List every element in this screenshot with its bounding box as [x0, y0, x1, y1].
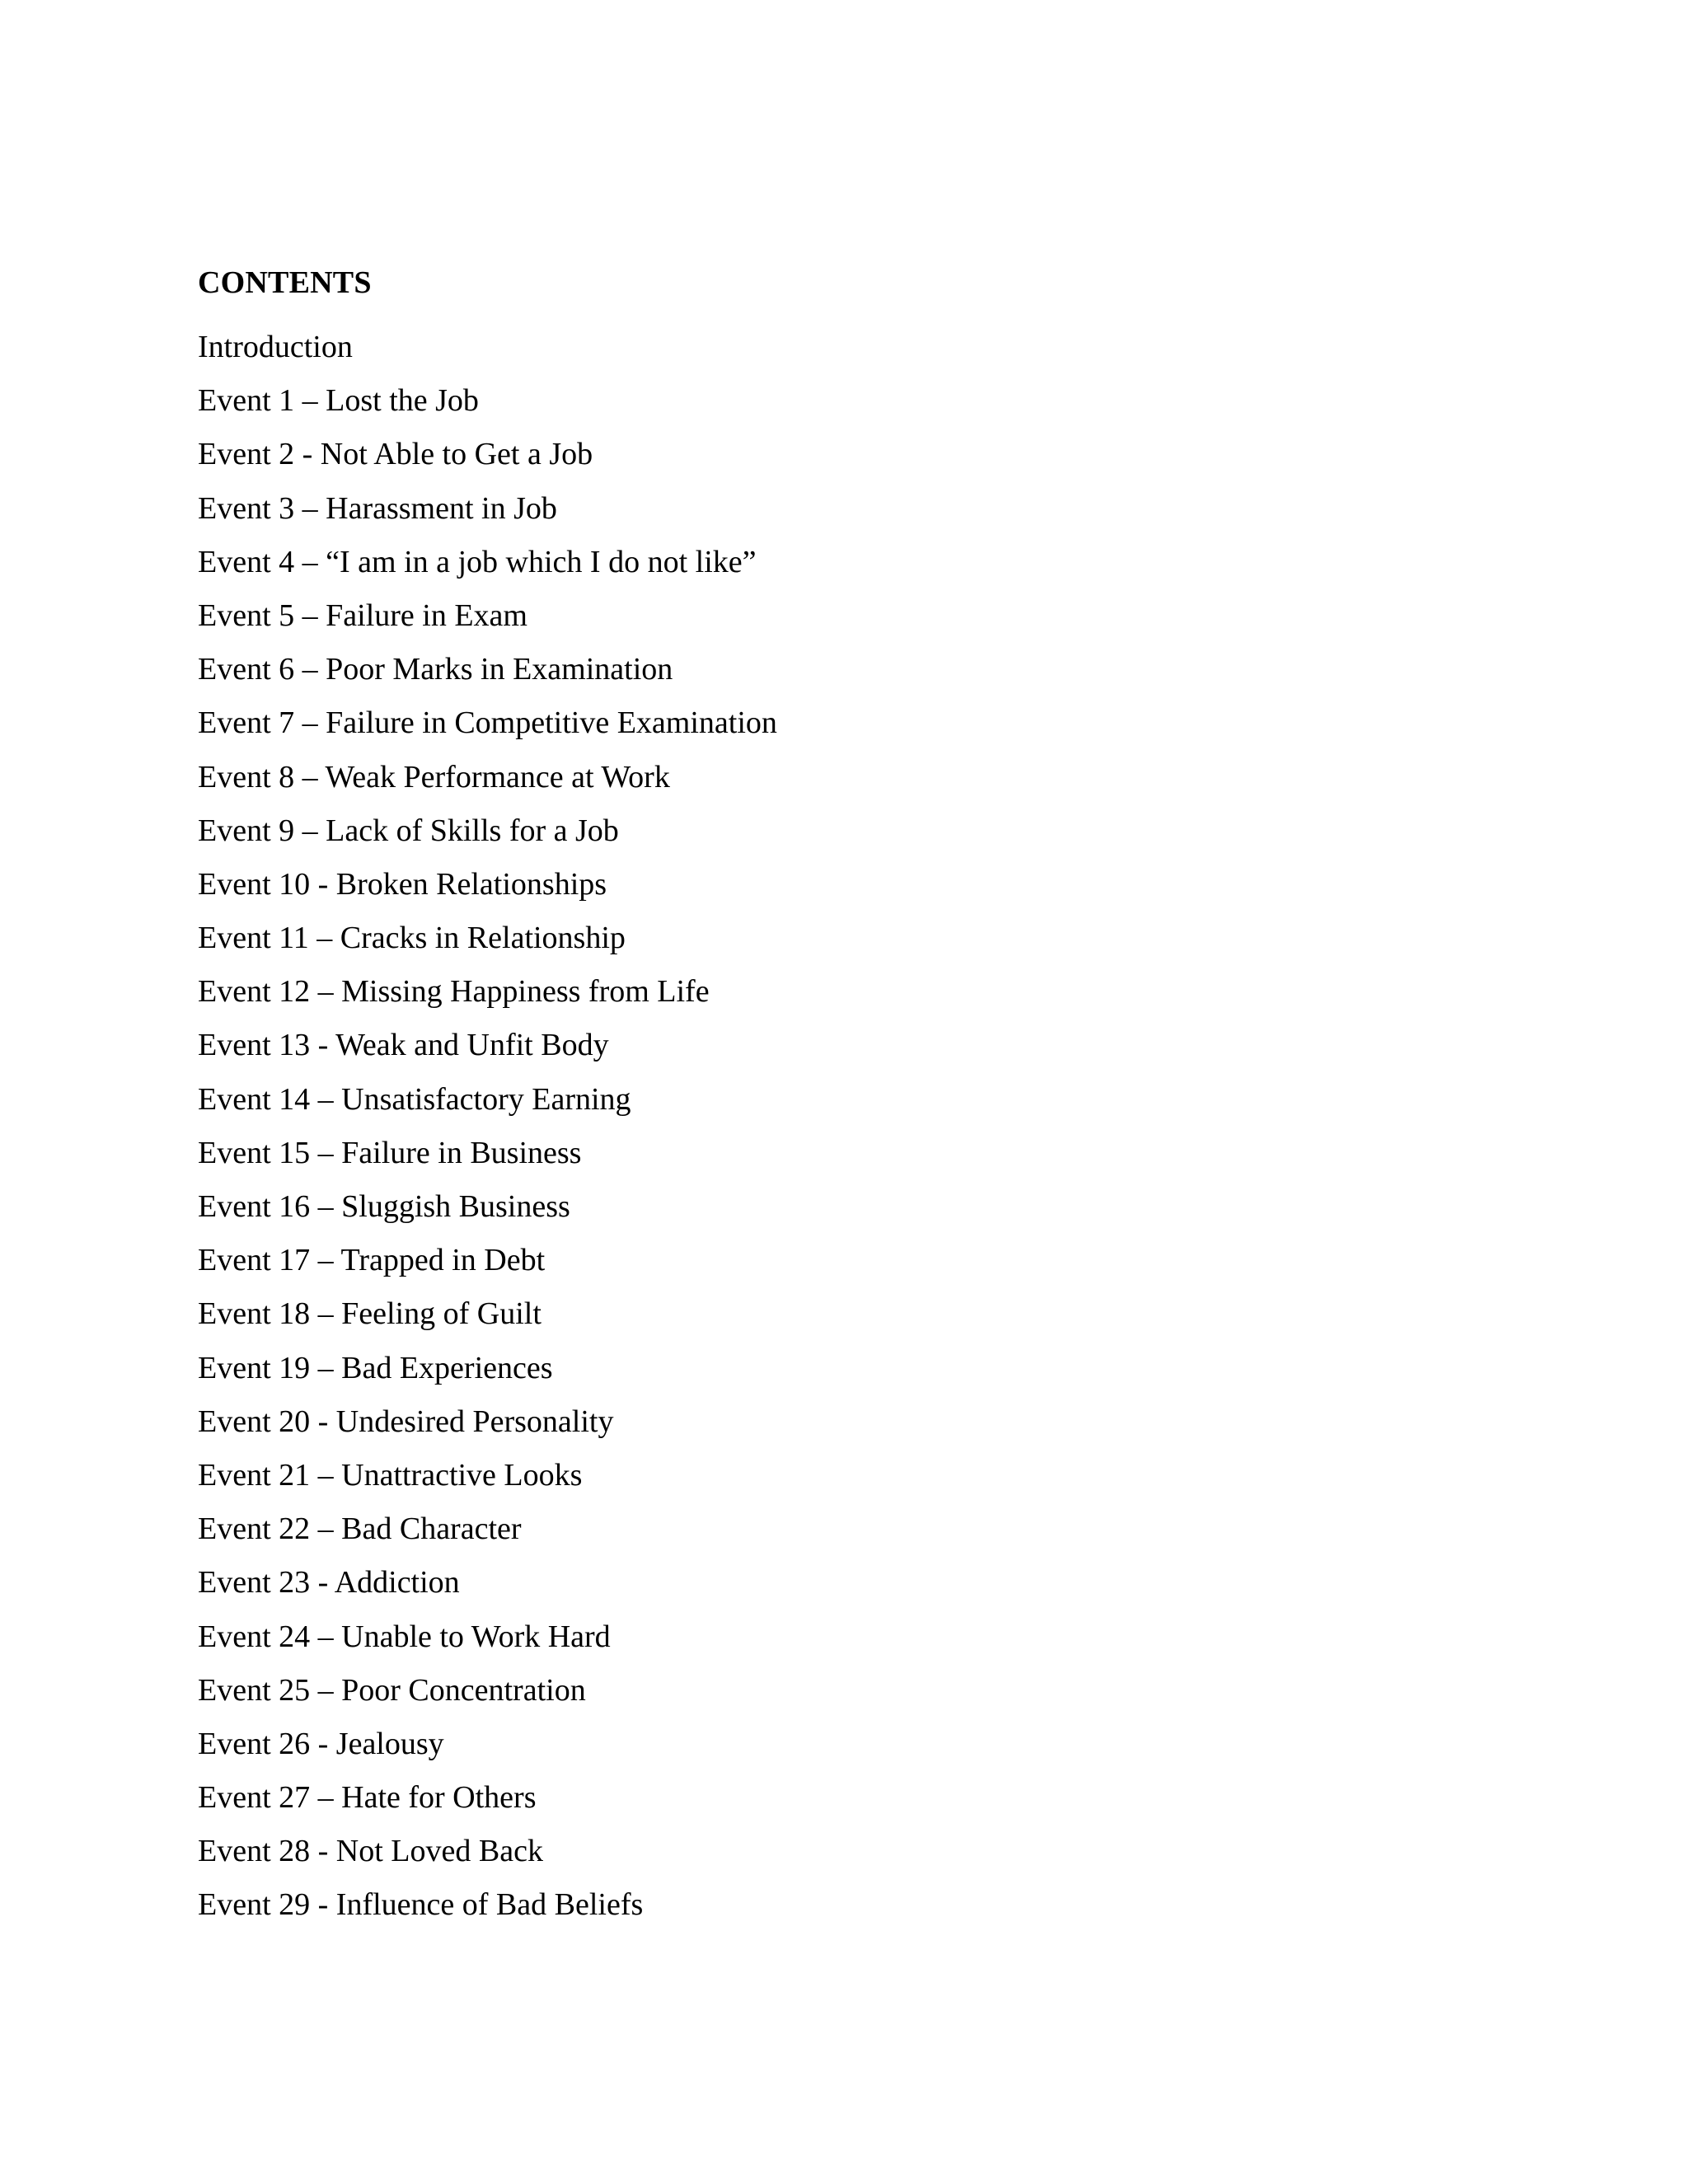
- toc-entry-event-26: Event 26 - Jealousy: [198, 1726, 444, 1761]
- toc-entry-event-29: Event 29 - Influence of Bad Beliefs: [198, 1887, 644, 1923]
- toc-entry-event-15: Event 15 – Failure in Business: [198, 1135, 582, 1170]
- toc-entry-event-27: Event 27 – Hate for Others: [198, 1780, 537, 1816]
- toc-entry-event-22: Event 22 – Bad Character: [198, 1511, 522, 1547]
- toc-entry-event-21: Event 21 – Unattractive Looks: [198, 1457, 583, 1493]
- toc-entry-event-23: Event 23 - Addiction: [198, 1565, 460, 1601]
- toc-entry-event-12: Event 12 – Missing Happiness from Life: [198, 974, 710, 1010]
- toc-entry-event-18: Event 18 – Feeling of Guilt: [198, 1296, 542, 1332]
- toc-entry-event-28: Event 28 - Not Loved Back: [198, 1834, 543, 1869]
- toc-entry-introduction: Introduction: [198, 330, 353, 364]
- toc-entry-event-11: Event 11 – Cracks in Relationship: [198, 921, 626, 956]
- toc-entry-event-25: Event 25 – Poor Concentration: [198, 1672, 586, 1708]
- toc-entry-event-10: Event 10 - Broken Relationships: [198, 866, 607, 902]
- toc-entry-event-3: Event 3 – Harassment in Job: [198, 490, 557, 526]
- toc-entry-event-24: Event 24 – Unable to Work Hard: [198, 1619, 611, 1654]
- toc-entry-event-2: Event 2 - Not Able to Get a Job: [198, 437, 593, 472]
- toc-entry-event-19: Event 19 – Bad Experiences: [198, 1350, 553, 1385]
- table-of-contents: [198, 262, 1517, 1938]
- toc-entry-event-17: Event 17 – Trapped in Debt: [198, 1243, 546, 1278]
- toc-entry-event-1: Event 1 – Lost the Job: [198, 383, 479, 419]
- toc-entry-event-4: Event 4 – “I am in a job which I do not like”: [198, 544, 757, 579]
- toc-entry-event-7: Event 7 – Failure in Competitive Examination: [198, 705, 777, 741]
- toc-entry-event-8: Event 8 – Weak Performance at Work: [198, 759, 670, 794]
- toc-entry-event-20: Event 20 - Undesired Personality: [198, 1404, 614, 1439]
- toc-entry-event-14: Event 14 – Unsatisfactory Earning: [198, 1081, 631, 1117]
- toc-entry-event-6: Event 6 – Poor Marks in Examination: [198, 652, 673, 687]
- toc-entry-event-9: Event 9 – Lack of Skills for a Job: [198, 813, 619, 848]
- contents-list: [198, 326, 1517, 1925]
- toc-entry-event-16: Event 16 – Sluggish Business: [198, 1189, 570, 1224]
- toc-entry-event-13: Event 13 - Weak and Unfit Body: [198, 1028, 609, 1063]
- toc-entry-event-5: Event 5 – Failure in Exam: [198, 598, 528, 633]
- contents-heading: CONTENTS: [198, 265, 372, 300]
